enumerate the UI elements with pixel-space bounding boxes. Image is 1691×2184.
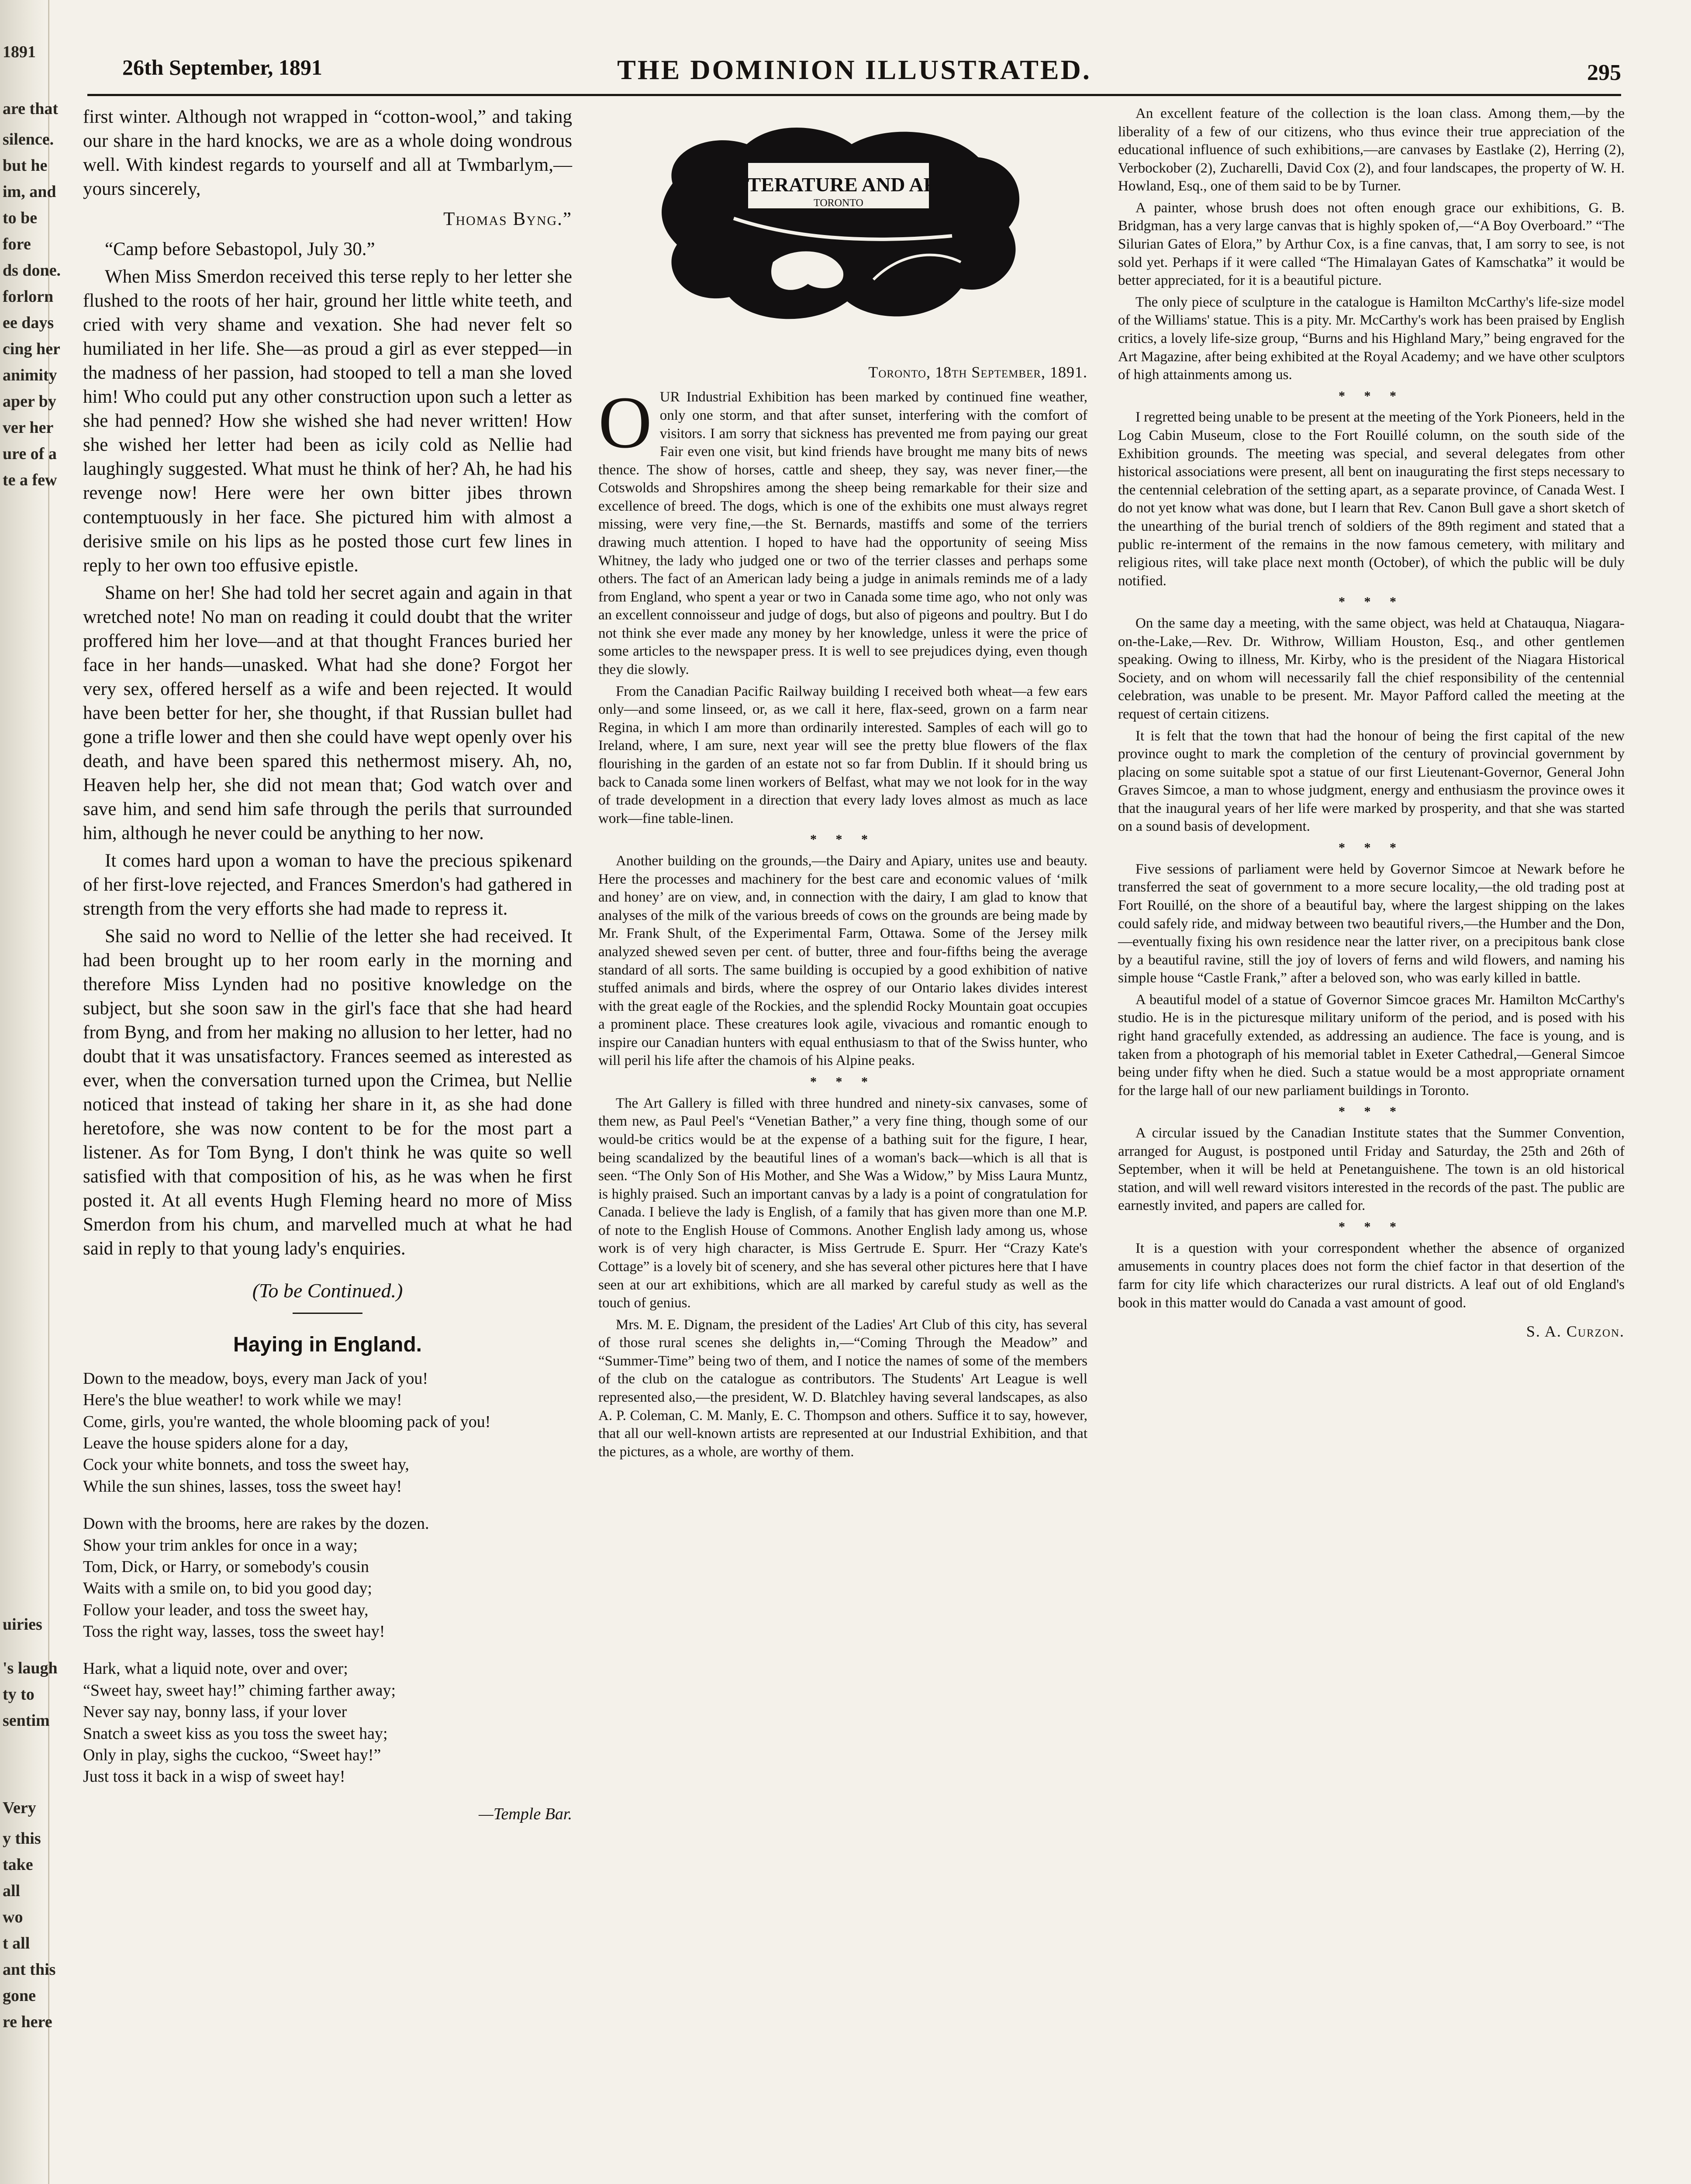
gutter-fragment: ee days (3, 314, 54, 332)
poem-line: While the sun shines, lasses, toss the sweet hay! (83, 1477, 402, 1496)
column-2 (598, 105, 1087, 1465)
banner-subtitle: TORONTO (814, 197, 863, 209)
gutter-fragment: ure of a (3, 445, 57, 463)
article-paragraph: It is a question with your correspondent whether the absence of organized amusements in country places does not form the chief factor in that desertion of the farm for city life which characterizes our rural districts. A leaf out of old England's book in this matter would do Canada a vast amount of good. (1118, 1240, 1625, 1311)
banner-title: LITERATURE AND ART (726, 173, 951, 196)
gutter-fragment: ver her (3, 418, 54, 437)
article-paragraph: An excellent feature of the collection is the loan class. Among them,—by the liberality of a few of our citizens, who thus evince their true appreciation of the educational influence of such exhibitions,—are canvases by Eastlake (2), Herring (2), Verbockober (2), Zucharelli, David Cox (2), and four landscapes, the property of W. H. Howland, Esq., one of them said to be by Turner. (1118, 106, 1625, 194)
gutter-fragment: forlorn (3, 287, 54, 306)
gutter-fragment: ant this (3, 1960, 56, 1979)
section-divider (293, 1313, 362, 1314)
poem-line: Waits with a smile on, to bid you good day; (83, 1579, 372, 1598)
article-paragraph: On the same day a meeting, with the same object, was held at Chatauqua, Niagara-on-the-Lake,—Rev. Dr. Withrow, William Houston, Esq., and other gentlemen speaking. Owing to illness, Mr. Kirby, who is the president of the Niagara Historical Society, and on whom will necessarily fall the chief responsibility of the centennial celebration, was unable to be present. Mr. Mayor Pafford called the meeting at the request of certain citizens. (1118, 615, 1625, 722)
poem-line: Down to the meadow, boys, every man Jack of you! (83, 1369, 428, 1388)
article-paragraph-text: UR Industrial Exhibition has been marked by continued fine weather, only one storm, and that after sunset, interfering with the comfort of visitors. I am sorry that sickness has prevented me from paying our great Fair even one visit, but kind friends have brought me many bits of news thence. The show of horses, cattle and sheep, they say, was never finer,—the Cotswolds and Shropshires among the sheep being remarkable for their size and excellence of breed. The dogs, which is one of the exhibits one must always regret missing, were very fine,—the St. Bernards, mastiffs and some of the terriers drawing much attention. I hoped to have had the opportunity of seeing Miss Whitney, the lady who judged one or two of the terrier classes and perhaps some others. The fact of an American lady being a judge in animals reminds me of a lady from England, who spent a year or two in Canada some time ago, who not only was an excellent connoisseur and judge of dogs, but also of pigeons and poultry. But I do not think she ever made any money by her knowledge, unless it were the price of some articles to the newspaper press. It is well to see prejudices dying, even though they die slowly. (598, 389, 1087, 678)
section-stars: * * * (1339, 388, 1404, 403)
article-paragraph: A painter, whose brush does not often enough grace our exhibitions, G. B. Bridgman, has a very large canvas that is highly spoken of,—“A Boy Overboard.” “The Silurian Gates of Elora,” by Arthur Cox, is a fine canvas, that, I am sorry to see, is not sold yet. Perhaps if it were called “The Himalayan Gates of Kamschatka” it would be better appreciated, for it is a beautiful picture. (1118, 200, 1625, 289)
poem-line: Follow your leader, and toss the sweet hay, (83, 1600, 369, 1619)
section-stars: * * * (810, 1074, 876, 1089)
article-paragraph: Mrs. M. E. Dignam, the president of the Ladies' Art Club of this city, has several of those rural scenes she delights in,—“Coming Through the Meadow” and “Summer-Time” being two of them, and I notice the names of some of the members of the club on the catalogue as contributors. The Students' Art League is well represented also,—the president, W. D. Blatchley having several landscapes, as also A. P. Coleman, C. M. Manly, E. C. Thompson and others. Suffice it to say, however, that all our well-known artists are represented at our Industrial Exhibition, and that the pictures, as a whole, are worthy of them. (598, 1317, 1087, 1460)
column-3 (1118, 105, 1625, 1348)
article-dateline: Toronto, 18th September, 1891. (868, 363, 1087, 381)
poem-source: —Temple Bar. (479, 1804, 572, 1823)
gutter-fragment: te a few (3, 471, 57, 489)
story-paragraph: Shame on her! She had told her secret again and again in that wretched note! No man on reading it could doubt that the writer proffered him her love—and at that thought Frances buried her face in her hands—unasked. What had she done? Forgot her very sex, offered herself as a wife and been rejected. It would have been better for her, she thought, if that Russian bullet had gone a trifle lower and then she could have wept openly over his death, and have been spared this nethermost misery. Ah, no, Heaven help her, she did not mean that; God watch over and save him, and send him safe through the perils that surrounded him, although he never could be anything to her now. (83, 582, 572, 843)
gutter-fragment: animity (3, 366, 57, 384)
article-paragraph: It is felt that the town that had the honour of being the first capital of the new province ought to mark the completion of the century of provincial government by placing on some suitable spot a statue of our first Lieutenant-Governor, General John Graves Simcoe, a man to whose judgment, energy and enthusiasm the province owes it that the inaugural years of her life were marked by prosperity, and that she was started on a sound basis of development. (1118, 728, 1625, 835)
section-stars: * * * (1339, 840, 1404, 855)
poem-line: Leave the house spiders alone for a day, (83, 1434, 349, 1452)
gutter-fragment: take (3, 1856, 33, 1874)
poem-line: Never say nay, bonny lass, if your lover (83, 1703, 347, 1721)
literature-and-art-banner (646, 105, 1039, 349)
article-paragraph: From the Canadian Pacific Railway building I received both wheat—a few ears only—and some linseed, or, as we call it here, flax-seed, grown on a farm near Regina, in which I am more than ordinarily interested. Samples of each will go to Ireland, where, I am sure, next year will see the pretty blue flowers of the flax flourishing in the garden of an estate not so far from Dublin. If it should bring us back to Canada some linen workers of Belfast, what may we not look for in the way of trade development in a direction that every lady loves almost as much as lace work—fine table-linen. (598, 683, 1087, 826)
gutter-fragment: gone (3, 1987, 36, 2005)
poem-line: Show your trim ankles for once in a way; (83, 1536, 358, 1555)
poem-line: “Sweet hay, sweet hay!” chiming farther away; (83, 1681, 396, 1700)
article-paragraph: Another building on the grounds,—the Dairy and Apiary, unites use and beauty. Here the processes and machinery for the best care and economic values of ‘milk and honey’ are on view, and, in connection with the dairy, I am glad to know that analyses of the milk of the various breeds of cows on the grounds are being made by Mr. Frank Shult, of the Experimental Farm, Ottawa. Some of the Jersey milk analyzed shewed seven per cent. of butter, three and four-fifths being the average standard of all sorts. The same building is occupied by a good exhibition of native stuffed animals and birds, where the osprey of our Ontario lakes divides interest with the great eagle of the Rockies, and the splendid Rocky Mountain goat occupies a prominent place. These creatures look agile, vivacious and romantic enough to inspire our Canadian hunters with equal enthusiasm to that of the Swiss hunter, who will peril his life after the chamois of his Alpine peaks. (598, 853, 1087, 1069)
drop-cap: O (598, 381, 652, 464)
poem-line: Hark, what a liquid note, over and over; (83, 1659, 348, 1678)
gutter-fragment: fore (3, 235, 31, 253)
poem-line: Tom, Dick, or Harry, or somebody's cousin (83, 1557, 369, 1576)
gutter-fragment: im, and (3, 183, 56, 201)
section-stars: * * * (810, 832, 876, 847)
story-paragraph: She said no word to Nellie of the letter she had received. It had been brought up to her room early in the morning and therefore Miss Lynden had no positive knowledge on the subject, but she soon saw in the girl's face that she had heard from Byng, and from her making no allusion to her letter, had no doubt that it was unsatisfactory. Frances seemed as interested as ever, when the conversation turned upon the Crimea, but Nellie noticed that instead of taking her share in it, as she had done heretofore, she was now content to be for the most part a listener. As for Tom Byng, I don't think he was quite so well satisfied with that composition of his, as he was when he first posted it. At all events Hugh Fleming heard no more of Miss Smerdon from his chum, and marvelled much at what he had said in reply to that young lady's enquiries. (83, 926, 572, 1259)
gutter-fragment: y this (3, 1829, 41, 1848)
masthead: THE DOMINION ILLUSTRATED. (617, 54, 1091, 85)
letter-dateline: “Camp before Sebastopol, July 30.” (105, 239, 375, 260)
gutter-fragment: sentim (3, 1711, 50, 1730)
article-paragraph: A circular issued by the Canadian Institute states that the Summer Convention, arranged for August, is postponed until Friday and Saturday, the 25th and 26th of September, when it will be held at Penetanguishene. The town is an old historical station, and will well reward visitors interested in the records of the past. The public are earnestly invited, and papers are called for. (1118, 1125, 1625, 1214)
section-stars: * * * (1339, 594, 1404, 609)
gutter-fragment: t all (3, 1934, 30, 1952)
banner-ink-shape (662, 128, 1019, 319)
poem-line: Down with the brooms, here are rakes by the dozen. (83, 1514, 429, 1533)
poem-line: Snatch a sweet kiss as you toss the sweet hay; (83, 1724, 388, 1743)
poem-line: Here's the blue weather! to work while we may! (83, 1391, 402, 1410)
gutter-fragment: but he (3, 156, 48, 175)
story-paragraph: It comes hard upon a woman to have the precious spikenard of her first-love rejected, and Frances Smerdon's had gathered in strength from the very efforts she had made to repress it. (83, 850, 572, 919)
article-paragraph: The only piece of sculpture in the catalogue is Hamilton McCarthy's life-size model of the Williams' statue. This is a pity. Mr. McCarthy's work has been praised by English critics, a lovely life-size group, “Burns and his Highland Mary,” being engraved for the Art Magazine, after being exhibited at the Royal Academy; and we have other sculptors of high attainments among us. (1118, 294, 1625, 383)
article-paragraph: I regretted being unable to be present at the meeting of the York Pioneers, held in the Log Cabin Museum, close to the Fort Rouillé column, on the south side of the Exhibition grounds. The meeting was special, and several delegates from other historical associations were present, all bent on inaugurating the first steps necessary to the centennial celebration of the setting apart, as a separate province, of Canada West. I do not yet know what was done, but I learn that Rev. Canon Bull gave a short sketch of the unearthing of the burial trench of soldiers of the 89th regiment and stated that a public re-interment of the remains in the now famous cemetery, with military and religious rites, will take place next month (October), of which the public will be duly notified. (1118, 409, 1625, 589)
gutter-fragment: are that (3, 100, 58, 118)
to-be-continued: (To be Continued.) (252, 1279, 403, 1302)
column-1 (83, 105, 572, 1825)
page-number: 295 (1587, 60, 1621, 85)
left-page-gutter (0, 0, 61, 2184)
gutter-fragment: Very (3, 1799, 36, 1817)
author-signature: S. A. Curzon. (1526, 1323, 1625, 1341)
poem-title: Haying in England. (233, 1333, 422, 1357)
article-paragraph: The Art Gallery is filled with three hundred and ninety-six canvases, some of them new, as Paul Peel's “Venetian Bather,” a very fine thing, though some of our would-be critics would be at the expense of a bathing suit for the figure, I hear, being scandalized by the beautiful lines of a woman's back—which is all that is seen. “The Only Son of His Mother, and She Was a Widow,” by Miss Laura Muntz, is highly praised. Such an important canvas by a lady is a point of congratulation for Canada. I believe the lady is English, of a family that has given more than one M.P. of note to the English House of Commons. Another English lady among us, whose work is of very high character, is Miss Gertrude E. Spurr. Her “Crazy Kate's Cottage” is a lovely bit of scenery, and she has several other pictures here that I have seen at our art exhibitions, which are all marked by careful study as well as the touch of genius. (598, 1095, 1087, 1311)
gutter-fragment: aper by (3, 392, 56, 411)
gutter-fragment: uiries (3, 1615, 42, 1634)
page-header (87, 41, 1621, 96)
gutter-fragment: all (3, 1882, 21, 1900)
gutter-fragment: ty to (3, 1685, 35, 1704)
header-date: 26th September, 1891 (122, 55, 322, 79)
poem-line: Toss the right way, lasses, toss the sweet hay! (83, 1622, 385, 1641)
gutter-fragment: silence. (3, 130, 54, 149)
gutter-fragment: to be (3, 209, 38, 227)
gutter-fragment: ds done. (3, 261, 61, 280)
section-stars: * * * (1339, 1219, 1404, 1234)
gutter-fragment: wo (3, 1908, 23, 1926)
poem-stanza (83, 1368, 572, 1497)
poem-line: Just toss it back in a wisp of sweet hay! (83, 1767, 345, 1786)
poem-line: Cock your white bonnets, and toss the sweet hay, (83, 1455, 409, 1474)
gutter-fragment: 1891 (3, 43, 36, 61)
gutter-fragment: re here (3, 2013, 52, 2031)
story-paragraph: When Miss Smerdon received this terse reply to her letter she flushed to the roots of her hair, ground her little white teeth, and cried with very shame and vexation. She had never felt so humiliated in her life. She—as proud a girl as ever stepped—in the madness of her passion, had stooped to tell a man she loved him! Who could put any other construction upon such a letter as she had penned? How she wished she had never written! How she wished her letter had been as icily cold as Nellie had laughingly suggested. What must he think of her? Ah, he had his revenge now! Here were her own bitter jibes thrown contemptuously in her face. She pictured him with almost a derisive smile on his lips as he posted those curt few lines in reply to her own too effusive epistle. (83, 266, 572, 576)
article-paragraph: Five sessions of parliament were held by Governor Simcoe at Newark before he transferred the seat of government to a more secure locality,—the old trading post at Fort Rouillé, on the shore of a beautiful bay, where the largest shipping on the lakes could safely ride, and midway between two beautiful rivers,—the Humber and the Don,—eventually fixing his own residence near the latter river, on a precipitous bank close by a beautiful ravine, still the joy of lovers of ferns and wild flowers, and naming his simple house “Castle Frank,” after a beloved son, who was early killed in battle. (1118, 861, 1625, 986)
letter-signature: Thomas Byng.” (443, 209, 572, 230)
poem-stanza (83, 1658, 572, 1787)
section-stars: * * * (1339, 1104, 1404, 1119)
article-paragraph: A beautiful model of a statue of Governor Simcoe graces Mr. Hamilton McCarthy's studio. He is in the picturesque military uniform of the period, and is posed with his right hand gracefully extended, as addressing an audience. The face is young, and is taken from a photograph of his memorial tablet in Exeter Cathedral,—General Simcoe being under fifty when he died. Such a statue would be a most appropriate ornament for the large hall of our new parliament buildings in Toronto. (1118, 992, 1625, 1099)
gutter-fragment: cing her (3, 340, 60, 358)
poem-line: Only in play, sighs the cuckoo, “Sweet hay!” (83, 1746, 381, 1765)
poem-line: Come, girls, you're wanted, the whole blooming pack of you! (83, 1412, 491, 1431)
gutter-fragment: 's laugh (3, 1659, 58, 1677)
poem-stanza (83, 1513, 572, 1642)
article-paragraph (598, 381, 1087, 679)
letter-closing: first winter. Although not wrapped in “cotton-wool,” and taking our share in the hard knocks, we are as a whole doing wondrous well. With kindest regards to yourself and all at Twmbarlym,—yours sincerely, (83, 107, 572, 200)
